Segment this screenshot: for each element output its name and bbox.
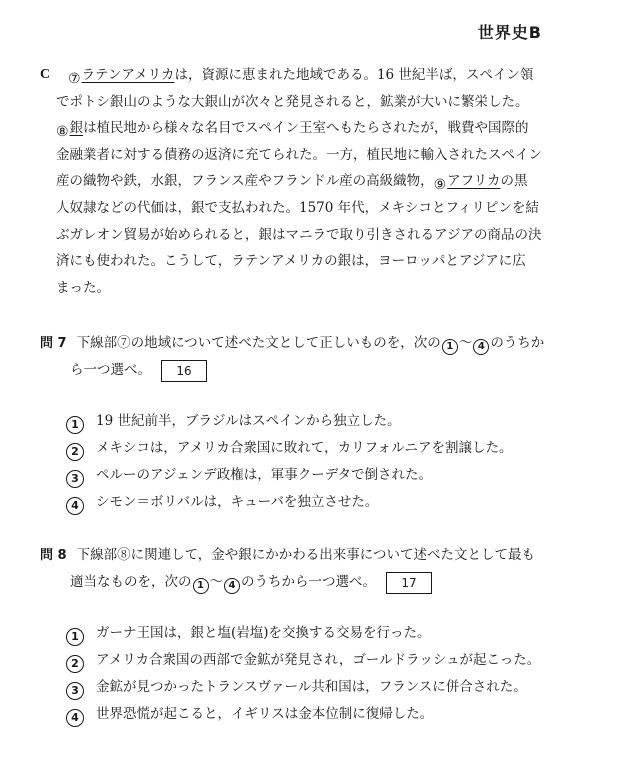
option-text: 世界恐慌が起こると，イギリスは金本位制に復帰した。	[96, 706, 434, 722]
range-separator: ～	[458, 335, 473, 351]
question-8-options	[66, 620, 566, 728]
underline-marker-7: ⑦	[68, 71, 81, 87]
answer-box-16[interactable]: 16	[161, 360, 207, 382]
circled-number: 1	[193, 578, 209, 594]
passage-line-2: でポトシ銀山のような大銀山が次々と発見されると，鉱業が大いに繁栄した。	[56, 93, 529, 110]
option-number: 3	[66, 470, 84, 488]
question-7-stem	[40, 330, 560, 357]
option-item[interactable]	[66, 435, 566, 462]
question-8-stem	[40, 542, 560, 569]
passage-text: は植民地から様々な名目でスペイン王室へもたらされたが，戦費や国際的	[83, 120, 529, 137]
option-item[interactable]	[66, 489, 566, 516]
section-label: C	[40, 67, 51, 82]
underline-marker-8: ⑧	[56, 124, 69, 141]
question-text: 適当なものを，次の	[70, 574, 192, 590]
option-number: 2	[66, 443, 84, 461]
question-text: ら一つ選べ。	[70, 362, 151, 378]
option-item[interactable]	[66, 674, 566, 701]
option-text: ペルーのアジェンデ政権は，軍事クーデタで倒された。	[96, 467, 433, 483]
passage-c	[40, 62, 540, 301]
passage-line-3	[40, 115, 540, 142]
passage-line-7: ぶガレオン貿易が始められると，銀はマニラで取り引きされるアジアの商品の決	[56, 226, 542, 243]
passage-text: 産の織物や鉄，水銀，フランス産やフランドル産の高級織物，	[56, 173, 434, 190]
answer-box-17[interactable]: 17	[386, 572, 432, 594]
option-item[interactable]	[66, 701, 566, 728]
option-number: 4	[66, 709, 84, 727]
question-text: 下線部⑧に関連して，金や銀にかかわる出来事について述べた文として最も	[76, 547, 536, 563]
option-number: 4	[66, 497, 84, 515]
option-text: ガーナ王国は，銀と塩(岩塩)を交換する交易を行った。	[96, 625, 431, 641]
question-7	[40, 330, 560, 383]
option-item[interactable]	[66, 620, 566, 647]
range-separator: ～	[209, 574, 223, 590]
passage-line-9: まった。	[56, 279, 110, 296]
passage-line-6: 人奴隷などの代価は，銀で支払われた。1570 年代，メキシコとフィリピンを結	[56, 199, 539, 216]
circled-number: 4	[473, 339, 489, 355]
question-text: 下線部⑦の地域について述べた文として正しいものを，次の	[76, 335, 441, 351]
underline-marker-9: ⑨	[433, 177, 447, 194]
option-number: 1	[66, 416, 84, 434]
underlined-africa: アフリカ	[447, 173, 501, 190]
question-8-label: 問 8	[40, 548, 67, 563]
option-item[interactable]	[66, 647, 566, 674]
question-7-options	[66, 408, 566, 516]
option-number: 2	[66, 655, 84, 673]
circled-number: 1	[442, 339, 458, 355]
option-text: アメリカ合衆国の西部で金鉱が発見され，ゴールドラッシュが起こった。	[96, 652, 541, 668]
underlined-silver: 銀	[69, 120, 84, 137]
option-number: 1	[66, 628, 84, 646]
question-8	[40, 542, 560, 595]
question-7-label: 問 7	[40, 336, 67, 351]
subject-header: 世界史B	[477, 23, 542, 42]
option-item[interactable]	[66, 408, 566, 435]
option-text: シモン＝ボリバルは，キューバを独立させた。	[96, 494, 379, 510]
option-item[interactable]	[66, 462, 566, 489]
question-8-stem-cont	[40, 569, 560, 595]
passage-text: は，資源に恵まれた地域である。16 世紀半ば，スペイン領	[174, 67, 534, 83]
passage-line-5	[40, 168, 540, 195]
question-text: のうちから一つ選べ。	[241, 574, 376, 590]
passage-line-1	[40, 62, 540, 89]
option-text: 金鉱が見つかったトランスヴァール共和国は，フランスに併合された。	[96, 679, 527, 695]
underlined-latin-america: ラテンアメリカ	[81, 67, 175, 83]
option-number: 3	[66, 682, 84, 700]
option-text: 19 世紀前半，ブラジルはスペインから独立した。	[96, 413, 401, 429]
question-7-stem-cont	[40, 357, 560, 383]
passage-text: の黒	[500, 173, 528, 190]
passage-line-4: 金融業者に対する債務の返済に充てられた。一方，植民地に輸入されたスペイン	[56, 146, 542, 163]
option-text: メキシコは，アメリカ合衆国に敗れて，カリフォルニアを割譲した。	[96, 440, 513, 456]
passage-line-8: 済にも使われた。こうして，ラテンアメリカの銀は，ヨーロッパとアジアに広	[56, 253, 526, 270]
question-text: のうちか	[490, 335, 545, 351]
circled-number: 4	[224, 578, 240, 594]
